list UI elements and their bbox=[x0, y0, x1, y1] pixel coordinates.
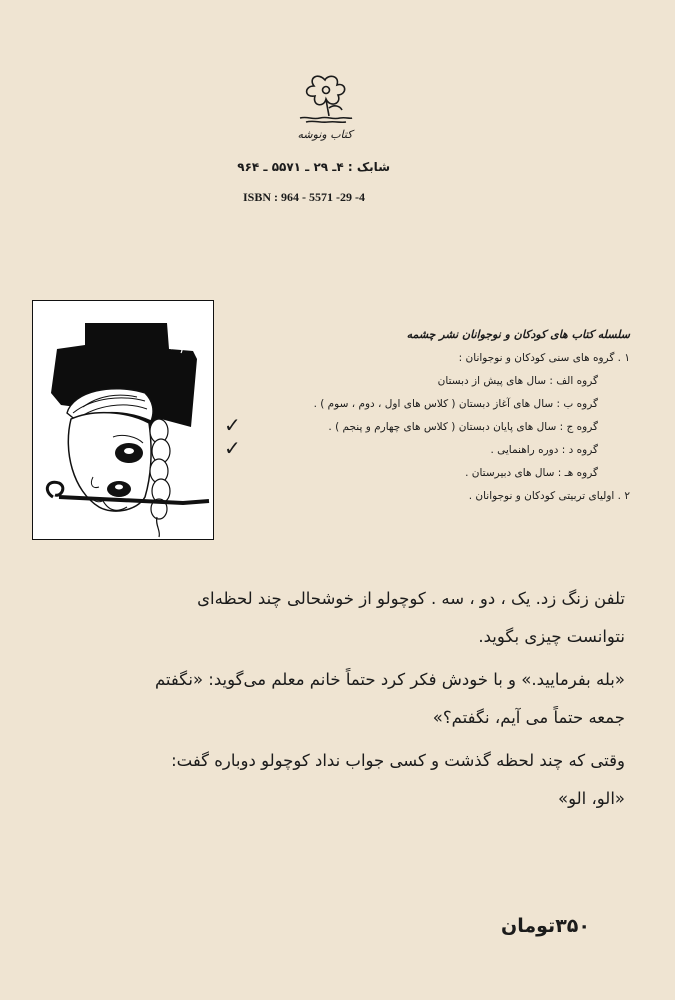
story-line: وقتی که چند لحظه گذشت و کسی جواب نداد کوچولو دوباره گفت: bbox=[171, 751, 625, 770]
isbn-latin: ISBN : 964 - 5571 -29 -4 bbox=[243, 190, 365, 204]
isbn-persian: شابک : ۴ـ ۲۹ ـ ۵۵۷۱ ـ ۹۶۴ bbox=[237, 160, 390, 174]
series-title: سلسله کتاب های کودکان و نوجوانان نشر چشمه bbox=[406, 328, 630, 341]
series-item-parents: ۲ . اولیای تربیتی کودکان و نوجوانان . bbox=[468, 490, 630, 502]
series-list bbox=[224, 347, 630, 508]
checkmark-icon: ✓ bbox=[224, 436, 241, 460]
series-item-group-e: گروه هـ : سال های دبیرستان . bbox=[465, 467, 598, 479]
story-line: نتوانست چیزی بگوید. bbox=[478, 627, 625, 646]
series-item-group-b: گروه ب : سال های آغاز دبستان ( کلاس های اول ، دوم ، سوم ) . bbox=[313, 398, 598, 410]
cover-illustration bbox=[32, 300, 214, 540]
story-excerpt bbox=[25, 580, 625, 818]
series-info bbox=[224, 328, 630, 508]
publisher-name: کتاب ونوشه bbox=[297, 128, 353, 141]
girl-with-braid-and-hat-illustration bbox=[33, 301, 214, 540]
price-label: ۳۵۰تومان bbox=[501, 915, 590, 937]
story-line: «بله بفرمایید.» و با خودش فکر کرد حتماً خانم معلم می‌گوید: «نگفتم bbox=[154, 670, 625, 689]
series-item-group-c: گروه ج : سال های پایان دبستان ( کلاس های چهارم و پنجم ) . ✓ bbox=[224, 413, 598, 437]
story-line: جمعه حتماً می آیم، نگفتم؟» bbox=[432, 708, 625, 727]
checkmark-icon: ✓ bbox=[224, 413, 241, 437]
story-line: «الو، الو» bbox=[557, 789, 625, 808]
story-line: تلفن زنگ زد. یک ، دو ، سه . کوچولو از خوشحالی چند لحظه‌ای bbox=[197, 589, 625, 608]
publisher-logo bbox=[296, 72, 354, 126]
series-item-age-groups: ۱ . گروه های سنی کودکان و نوجوانان : bbox=[458, 352, 630, 364]
series-item-group-a: گروه الف : سال های پیش از دبستان bbox=[437, 375, 598, 387]
flower-on-water-icon bbox=[296, 72, 354, 126]
series-item-group-d: گروه د : دوره راهنمایی . ✓ bbox=[224, 436, 598, 460]
